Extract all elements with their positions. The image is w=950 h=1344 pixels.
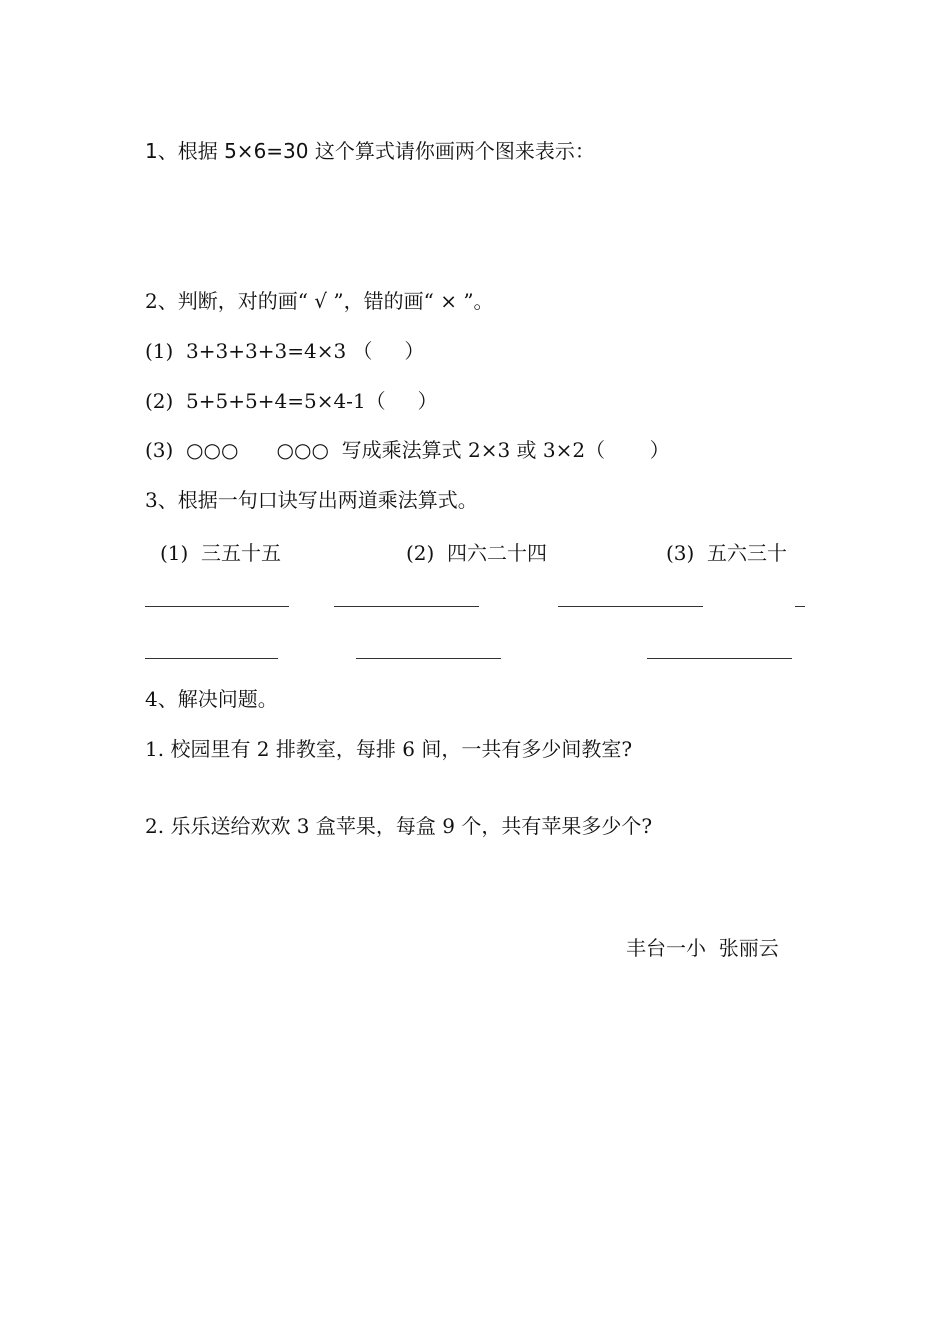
answer-blank[interactable] — [356, 658, 501, 659]
question-3-title: 3、根据一句口诀写出两道乘法算式。 — [145, 488, 478, 512]
question-2-title: 2、判断，对的画“ √ ”，错的画“ × ”。 — [145, 289, 494, 313]
rhyme-row — [0, 537, 950, 563]
rhyme-3: (3) 五六三十 — [666, 541, 788, 565]
answer-blank[interactable] — [647, 658, 792, 659]
word-problem-2: 2. 乐乐送给欢欢 3 盒苹果，每盒 9 个，共有苹果多少个? — [145, 814, 653, 838]
rhyme-1: (1) 三五十五 — [160, 541, 282, 565]
question-4-title: 4、解决问题。 — [145, 687, 278, 711]
judge-item-3: (3) ○○○ ○○○ 写成乘法算式 2×3 或 3×2（ ） — [145, 438, 670, 462]
answer-blank[interactable] — [145, 658, 278, 659]
answer-blank[interactable] — [145, 606, 289, 607]
rhyme-2: (2) 四六二十四 — [406, 541, 548, 565]
judge-item-1: (1) 3+3+3+3=4×3 （ ） — [145, 339, 425, 363]
author-signature: 丰台一小 张丽云 — [626, 936, 779, 960]
judge-item-2: (2) 5+5+5+4=5×4-1（ ） — [145, 389, 438, 413]
word-problem-1: 1. 校园里有 2 排教室，每排 6 间，一共有多少间教室? — [145, 737, 633, 761]
question-1: 1、根据 5×6=30 这个算式请你画两个图来表示： — [145, 139, 595, 163]
answer-blank[interactable] — [334, 606, 479, 607]
answer-blank[interactable] — [795, 606, 805, 607]
answer-blank[interactable] — [558, 606, 703, 607]
